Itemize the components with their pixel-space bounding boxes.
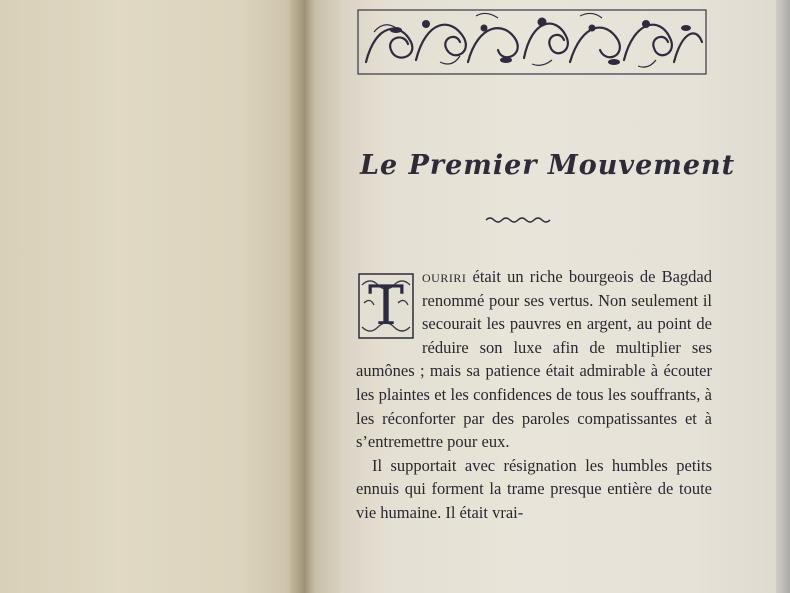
body-text (356, 265, 712, 525)
paragraph-2: Il supportait avec résignation les humbles petits ennuis qui forment la trame presque entière de toute vie humaine. Il était vrai- (356, 455, 712, 522)
header-ornament (356, 2, 708, 76)
left-page (0, 0, 300, 593)
title-flourish (484, 214, 554, 226)
chapter-title: Le Premier Mouvement (360, 150, 736, 181)
first-word-rest: ouriri (422, 267, 467, 286)
paragraph-1-text: était un riche bourgeois de Bagdad renommé pour ses vertus. Non seulement il secourait les pauvres en argent, au point de réduire son luxe afin de multiplier ses aumônes ; mais sa patience était admirable à écouter les plaintes et les confidences de tous les souffrants, à les réconforter par des paroles compatissantes et à s’entremettre pour eux. (356, 267, 712, 452)
drop-cap (358, 273, 414, 339)
paragraph-1 (356, 265, 712, 454)
drop-cap-letter: T (367, 274, 405, 337)
page-edge (776, 0, 790, 593)
